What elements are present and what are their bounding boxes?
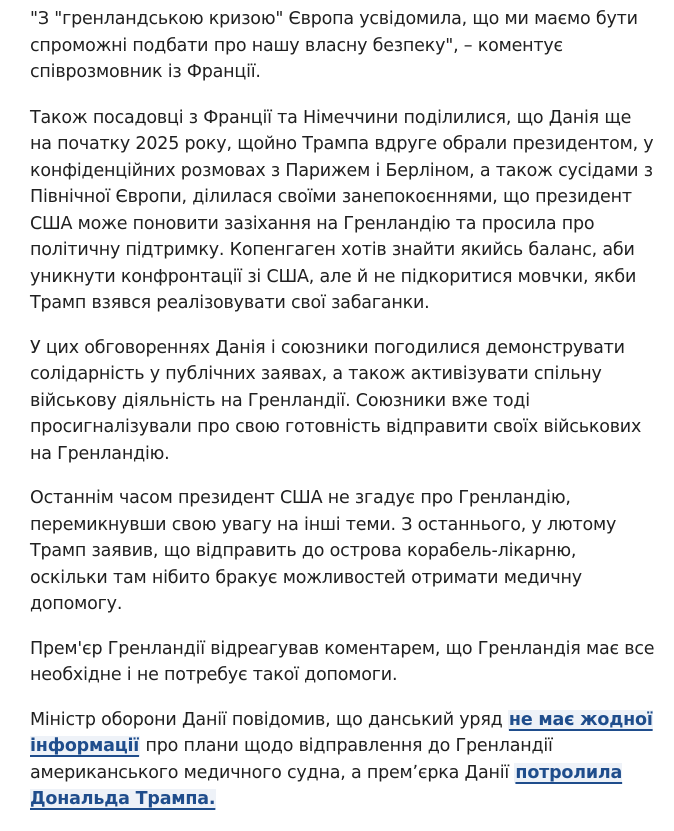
paragraph-quote: "З "гренландською кризою" Європа усвідомила, що ми маємо бути спроможні подбати про нашу власну безпеку", – коментує співрозмовник із Франції. xyxy=(30,9,638,82)
article-body xyxy=(30,6,656,831)
link-no-information[interactable]: не має жодної інформації xyxy=(30,709,653,756)
link-trolled-trump[interactable]: потролила Дональда Трампа. xyxy=(30,762,623,809)
paragraph-hospital-ship: Останнім часом президент США не згадує про Гренландію, перемикнувши свою увагу на інші теми. З останнього, у лютому Трамп заявив, що відправить до острова корабель-лікарню, оскільки там нібито бракує можливостей отримати медичну допомогу. xyxy=(30,488,617,614)
paragraph-text-part: про плани щодо відправлення до Гренландії американського медичного судна, а премʼєрка Данії xyxy=(30,736,553,783)
paragraph-defense-minister xyxy=(30,707,656,813)
paragraph-officials: Також посадовці з Франції та Німеччини поділилися, що Данія ще на початку 2025 року, щойно Трампа вдруге обрали президентом, у конфіденційних розмовах з Парижем і Берліном, а також сусідами з Північної Європи, ділилася своїми занепокоєннями, що президент США може поновити зазіхання на Гренландію та просила про політичну підтримку. Копенгаген хотів знайти якийсь баланс, аби уникнути конфронтації зі США, але й не підкоритися мовчки, якби Трамп взявся реалізовувати свої забаганки. xyxy=(30,107,654,313)
paragraph-text-part: Міністр оборони Данії повідомив, що данський уряд xyxy=(30,709,508,730)
paragraph-allies: У цих обговореннях Данія і союзники погодилися демонструвати солідарність у публічних заявах, а також активізувати спільну військову діяльність на Гренландії. Союзники вже тоді просигналізували про свою готовність відправити своїх військових на Гренландію. xyxy=(30,337,642,464)
paragraph-greenland-premier: Прем'єр Гренландії відреагував коментарем, що Гренландія має все необхідне і не потребує такої допомоги. xyxy=(30,638,655,685)
